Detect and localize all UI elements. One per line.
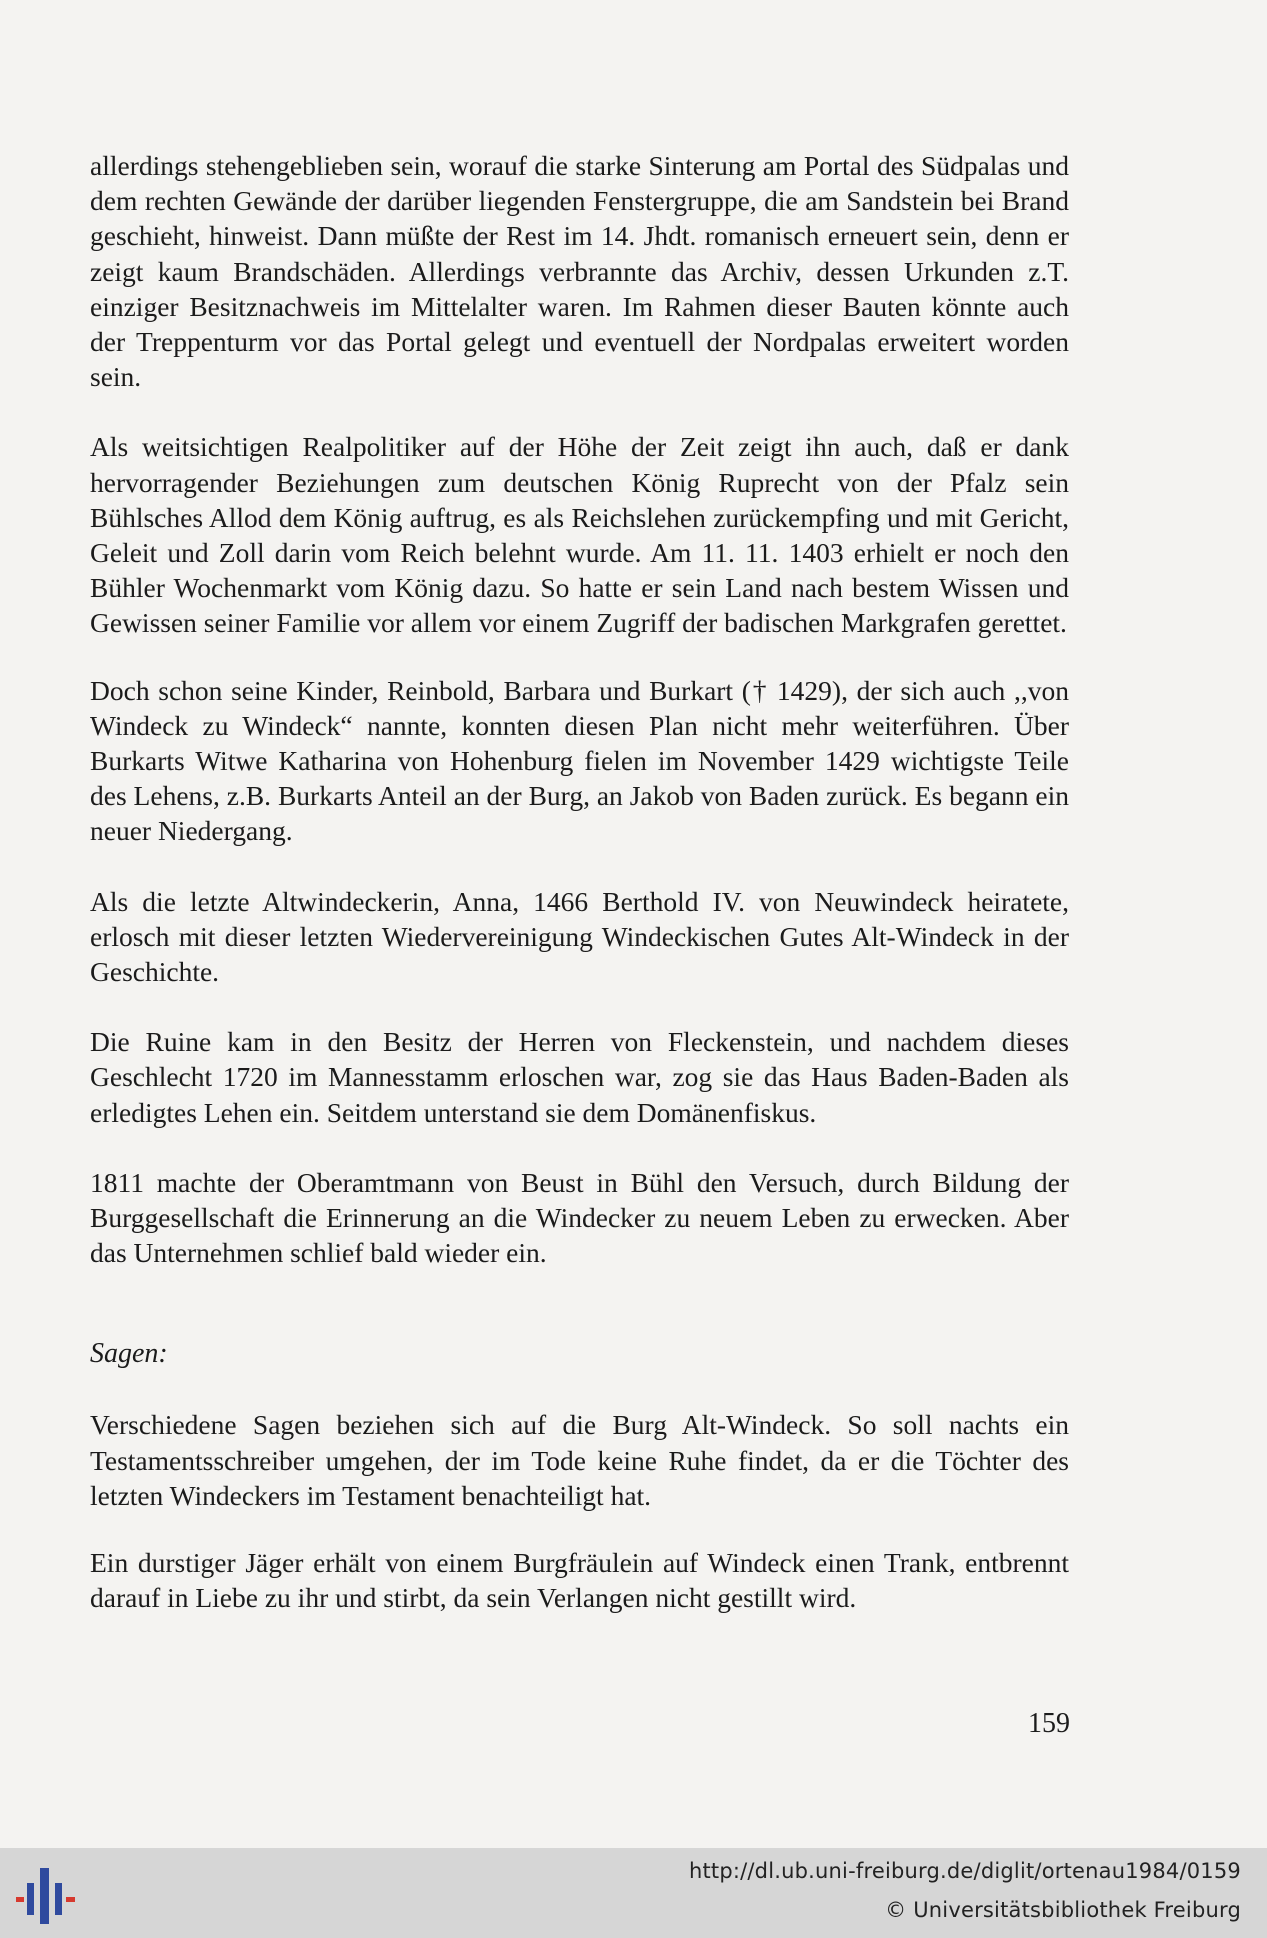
footer-permalink[interactable]: http://dl.ub.uni-freiburg.de/diglit/ortenau1984/0159: [688, 1859, 1241, 1883]
paragraph-1: allerdings stehengeblieben sein, worauf die starke Sinterung am Portal des Südpalas und dem rechten Gewände der darüber liegenden Fenstergruppe, die am Sandstein bei Brand geschieht, hinweist. Dann müßte der Rest im 14. Jhdt. romanisch erneuert sein, denn er zeigt kaum Brandschäden. Allerdings verbrannte das Archiv, dessen Urkunden z.T. einziger Besitznachweis im Mittelalter waren. Im Rahmen dieser Bauten könnte auch der Treppenturm vor das Portal gelegt und eventuell der Nordpalas erweitert worden sein.: [90, 150, 1069, 393]
page-number: 159: [1028, 1708, 1070, 1739]
paragraph-4: Als die letzte Altwindeckerin, Anna, 1466 Berthold IV. von Neuwindeck heiratete, erlosch mit dieser letzten Wiedervereinigung Windeckischen Gutes Alt-Windeck in der Geschichte.: [90, 885, 1069, 988]
paragraph-2: Als weitsichtigen Realpolitiker auf der Höhe der Zeit zeigt ihn auch, daß er dank hervorragender Beziehungen zum deutschen König Ruprecht von der Pfalz sein Bühlsches Allod dem König auftrug, es als Reichslehen zurückempfing und mit Gericht, Geleit und Zoll darin vom Reich belehnt wurde. Am 11. 11. 1403 erhielt er noch den Bühler Wochenmarkt vom König dazu. So hatte er sein Land nach bestem Wissen und Gewissen seiner Familie vor allem vor einem Zugriff der badischen Markgrafen gerettet.: [90, 431, 1069, 639]
sagen-paragraph-2: Ein durstiger Jäger erhält von einem Burgfräulein auf Windeck einen Trank, entbrennt darauf in Liebe zu ihr und stirbt, da sein Verlangen nicht gestillt wird.: [90, 1547, 1069, 1614]
page-body: [90, 148, 1069, 1616]
paragraph-5: Die Ruine kam in den Besitz der Herren von Fleckenstein, und nachdem dieses Geschlecht 1720 im Mannesstamm erloschen war, zog sie das Haus Baden-Baden als erledigtes Lehen ein. Seitdem unterstand sie dem Domänenfiskus.: [90, 1026, 1069, 1128]
ub-freiburg-logo-icon[interactable]: [14, 1865, 82, 1927]
footer-copyright: © Universitätsbibliothek Freiburg: [885, 1898, 1241, 1922]
paragraph-3: Doch schon seine Kinder, Reinbold, Barbara und Burkart († 1429), der sich auch ,,von Windeck zu Windeck“ nannte, konnten diesen Plan nicht mehr weiterführen. Über Burkarts Witwe Katharina von Hohenburg fielen im November 1429 wichtigste Teile des Lehens, z.B. Burkarts Anteil an der Burg, an Jakob von Baden zurück. Es begann ein neuer Niedergang.: [90, 674, 1069, 847]
paragraph-6: 1811 machte der Oberamtmann von Beust in Bühl den Versuch, durch Bildung der Burggesellschaft die Erinnerung an die Windecker zu neuem Leben zu erwecken. Aber das Unternehmen schlief bald wieder ein.: [90, 1166, 1069, 1269]
section-heading-sagen: Sagen:: [90, 1338, 168, 1370]
sagen-paragraph-1: Verschiedene Sagen beziehen sich auf die Burg Alt-Windeck. So soll nachts ein Testamentsschreiber umgehen, der im Tode keine Ruhe findet, da er die Töchter des letzten Windeckers im Testament benachteiligt hat.: [90, 1409, 1069, 1511]
footer-bar: [0, 1848, 1267, 1938]
